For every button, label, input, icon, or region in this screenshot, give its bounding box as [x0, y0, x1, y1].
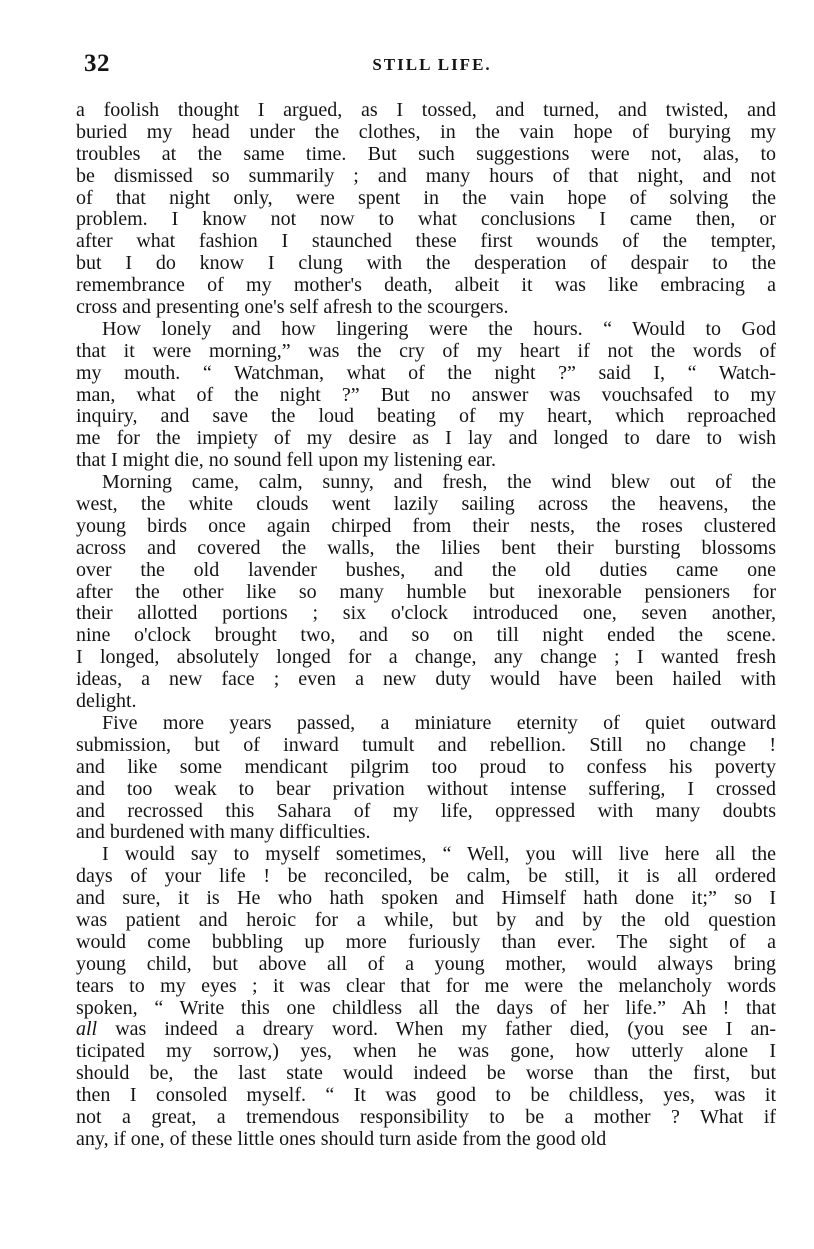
- text-line: spoken, “ Write this one childless all the days of her life.” Ah ! that: [76, 997, 776, 1019]
- text-line: and like some mendicant pilgrim too proud to confess his poverty: [76, 756, 776, 778]
- running-title: STILL LIFE.: [372, 55, 492, 74]
- text-line: and recrossed this Sahara of my life, oppressed with many doubts: [76, 800, 776, 822]
- body-text: [76, 100, 776, 1151]
- text-line: submission, but of inward tumult and rebellion. Still no change !: [76, 734, 776, 756]
- text-line: should be, the last state would indeed be worse than the first, but: [76, 1063, 776, 1085]
- text-line: after what fashion I staunched these first wounds of the tempter,: [76, 231, 776, 253]
- text-line: delight.: [76, 691, 137, 713]
- text-line: my mouth. “ Watchman, what of the night ?” said I, “ Watch-: [76, 362, 776, 384]
- text-line: and too weak to bear privation without intense suffering, I crossed: [76, 778, 776, 800]
- text-line: across and covered the walls, the lilies bent their bursting blossoms: [76, 537, 776, 559]
- text-line: would come bubbling up more furiously than ever. The sight of a: [76, 931, 776, 953]
- text-line: young child, but above all of a young mother, would always bring: [76, 953, 776, 975]
- text-line: be dismissed so summarily ; and many hours of that night, and not: [76, 165, 776, 187]
- text-line: all was indeed a dreary word. When my father died, (you see I an-: [76, 1019, 776, 1041]
- text-line: not a great, a tremendous responsibility to be a mother ? What if: [76, 1106, 776, 1128]
- text-line: young birds once again chirped from their nests, the roses clustered: [76, 515, 776, 537]
- text-line: over the old lavender bushes, and the old duties came one: [76, 559, 776, 581]
- text-line: buried my head under the clothes, in the vain hope of burying my: [76, 121, 776, 143]
- text-line: nine o'clock brought two, and so on till night ended the scene.: [76, 625, 776, 647]
- paragraph: [76, 713, 776, 844]
- text-line: west, the white clouds went lazily sailing across the heavens, the: [76, 494, 776, 516]
- text-line: after the other like so many humble but inexorable pensioners for: [76, 581, 776, 603]
- text-line: then I consoled myself. “ It was good to be childless, yes, was it: [76, 1085, 776, 1107]
- text-line: troubles at the same time. But such suggestions were not, alas, to: [76, 143, 776, 165]
- text-line: their allotted portions ; six o'clock introduced one, seven another,: [76, 603, 776, 625]
- text-line: remembrance of my mother's death, albeit it was like embracing a: [76, 275, 776, 297]
- emphasis: all: [76, 1019, 98, 1041]
- text-line: How lonely and how lingering were the hours. “ Would to God: [102, 318, 776, 340]
- paragraph: [76, 100, 776, 319]
- text-line: problem. I know not now to what conclusions I came then, or: [76, 209, 776, 231]
- text-line: that it were morning,” was the cry of my heart if not the words of: [76, 340, 776, 362]
- text-line: Five more years passed, a miniature eternity of quiet outward: [102, 712, 776, 734]
- text-line: inquiry, and save the loud beating of my heart, which reproached: [76, 406, 776, 428]
- text-line: of that night only, were spent in the vain hope of solving the: [76, 187, 776, 209]
- text-line: tears to my eyes ; it was clear that for me were the melancholy words: [76, 975, 776, 997]
- paragraph: [76, 472, 776, 713]
- text-line: but I do know I clung with the desperation of despair to the: [76, 253, 776, 275]
- text-line: days of your life ! be reconciled, be calm, be still, it is all ordered: [76, 866, 776, 888]
- text-line: I would say to myself sometimes, “ Well, you will live here all the: [102, 844, 776, 866]
- text-line: was patient and heroic for a while, but by and by the old question: [76, 909, 776, 931]
- text-line: a foolish thought I argued, as I tossed, and turned, and twisted, and: [76, 100, 776, 121]
- text-line: and burdened with many difficulties.: [76, 822, 371, 844]
- text-line: Morning came, calm, sunny, and fresh, the wind blew out of the: [102, 472, 776, 494]
- page-number: 32: [84, 50, 110, 77]
- text-line: that I might die, no sound fell upon my listening ear.: [76, 450, 496, 472]
- text-line: cross and presenting one's self afresh to the scourgers.: [76, 297, 509, 319]
- text-line: me for the impiety of my desire as I lay and longed to dare to wish: [76, 428, 776, 450]
- text-line: ideas, a new face ; even a new duty would have been hailed with: [76, 669, 776, 691]
- text-line: any, if one, of these little ones should turn aside from the good old: [76, 1128, 607, 1150]
- text-line: I longed, absolutely longed for a change, any change ; I wanted fresh: [76, 647, 776, 669]
- paragraph: [76, 844, 776, 1150]
- text-line: man, what of the night ?” But no answer was vouchsafed to my: [76, 384, 776, 406]
- paragraph: [76, 319, 776, 472]
- text-line: ticipated my sorrow,) yes, when he was gone, how utterly alone I: [76, 1041, 776, 1063]
- text-line: and sure, it is He who hath spoken and Himself hath done it;” so I: [76, 888, 776, 910]
- page-header: [84, 50, 780, 80]
